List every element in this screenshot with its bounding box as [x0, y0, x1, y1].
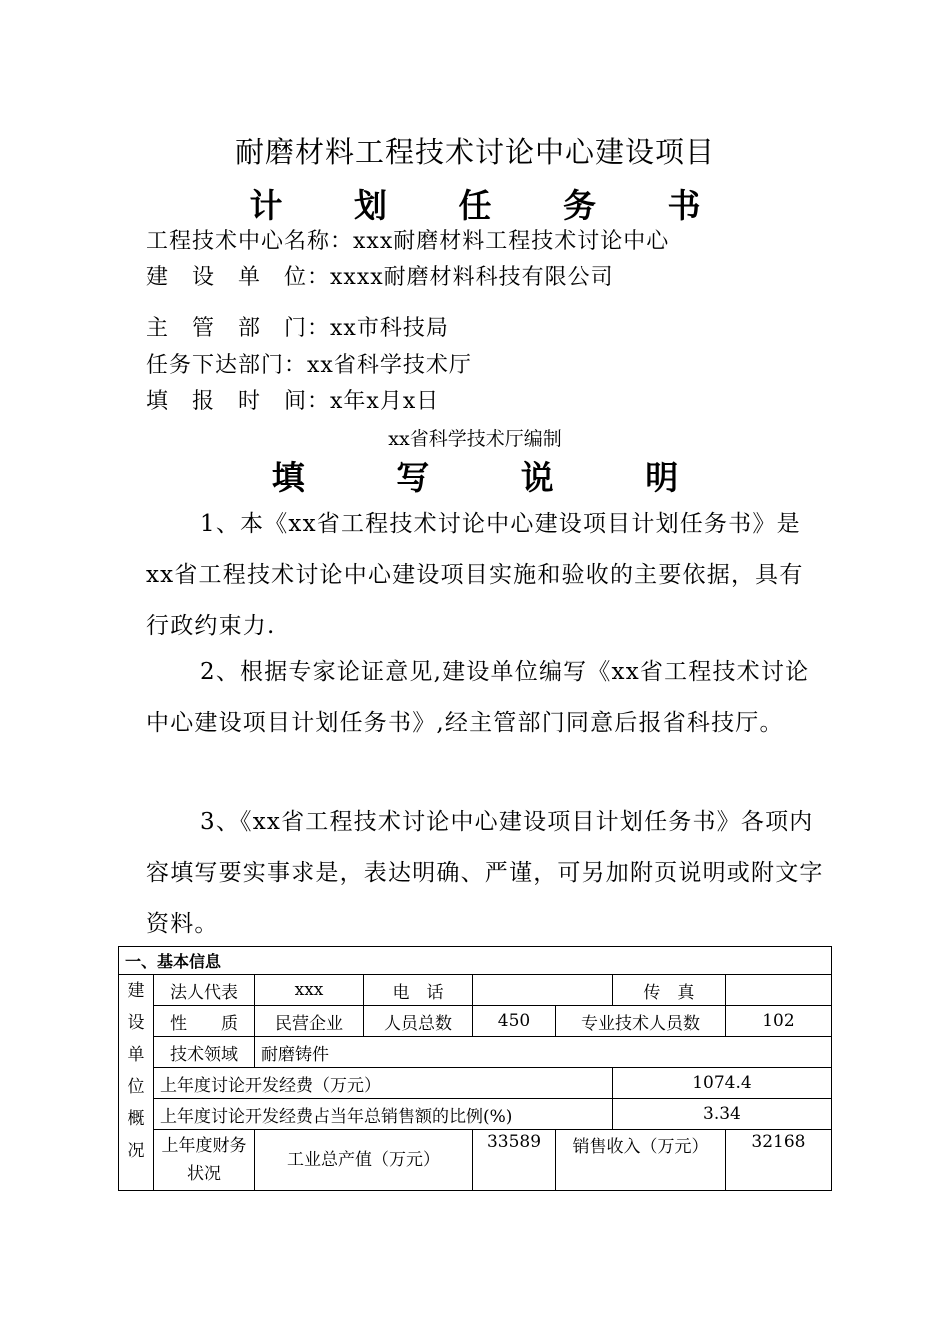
- side-label: [119, 975, 154, 1191]
- basic-info-table: [118, 946, 832, 1191]
- side-label-char: 概: [127, 1109, 145, 1129]
- nature-label: 性 质: [154, 1006, 255, 1037]
- phone-label: 电 话: [364, 975, 473, 1006]
- rd-ratio-value: 3.34: [612, 1099, 831, 1130]
- side-label-char: 建: [127, 981, 145, 1001]
- instruction-paragraph-3: [146, 797, 826, 950]
- sales-value: 32168: [725, 1130, 831, 1191]
- nature-value: 民营企业: [255, 1006, 364, 1037]
- tech-staff-label: 专业技术人员数: [556, 1006, 726, 1037]
- output-label: 工业总产值（万元）: [255, 1130, 473, 1191]
- side-label-char: 设: [127, 1013, 145, 1033]
- document-title: 耐磨材料工程技术讨论中心建设项目: [234, 135, 715, 169]
- side-label-char: 单: [127, 1045, 145, 1065]
- side-label-char: 位: [127, 1077, 145, 1097]
- info-supervising-dept: 主 管 部 门：xx市科技局: [146, 316, 449, 341]
- instruction-paragraph-1: [146, 499, 826, 652]
- info-construction-unit: 建 设 单 位：xxxx耐磨材料科技有限公司: [146, 265, 614, 290]
- legal-rep-label: 法人代表: [154, 975, 255, 1006]
- phone-value: [473, 975, 613, 1006]
- section-title: 一、基本信息: [119, 947, 832, 975]
- instruction-paragraph-2: [146, 647, 826, 749]
- field-value: 耐磨铸件: [255, 1037, 832, 1068]
- rd-ratio-label: 上年度讨论开发经费占当年总销售额的比例(%): [154, 1099, 613, 1130]
- fax-label: 传 真: [612, 975, 725, 1006]
- info-fill-date: 填 报 时 间：x年x月x日: [146, 389, 440, 414]
- staff-label: 人员总数: [364, 1006, 473, 1037]
- instruction-text-3: 3、《xx省工程技术讨论中心建设项目计划任务书》各项内容填写要实事求是，表达明确、严谨，可另加附页说明或附文字资料。: [146, 809, 824, 937]
- rd-funds-value: 1074.4: [612, 1068, 831, 1099]
- legal-rep-value: xxx: [255, 975, 364, 1006]
- rd-funds-label: 上年度讨论开发经费（万元）: [154, 1068, 613, 1099]
- fax-value: [725, 975, 831, 1006]
- tech-staff-value: 102: [725, 1006, 831, 1037]
- instruction-text-1: 1、本《xx省工程技术讨论中心建设项目计划任务书》是xx省工程技术讨论中心建设项目实施和验收的主要依据，具有行政约束力.: [146, 511, 804, 639]
- instructions-title: 填 写 说 明: [271, 458, 719, 497]
- info-issuing-dept: 任务下达部门：xx省科学技术厅: [146, 353, 472, 378]
- instruction-text-2: 2、根据专家论证意见,建设单位编写《xx省工程技术讨论中心建设项目计划任务书》,经主管部门同意后报省科技厅。: [146, 659, 810, 736]
- compiled-by: xx省科学技术厅编制: [388, 428, 562, 450]
- info-center-name: 工程技术中心名称：xxx耐磨材料工程技术讨论中心: [146, 229, 670, 254]
- document-subtitle: 计 划 任 务 书: [249, 186, 731, 225]
- output-value: 33589: [473, 1130, 556, 1191]
- sales-label: 销售收入（万元）: [556, 1130, 726, 1191]
- finance-label: 上年度财务状况: [154, 1130, 255, 1191]
- side-label-char: 况: [127, 1141, 145, 1161]
- field-label: 技术领域: [154, 1037, 255, 1068]
- staff-value: 450: [473, 1006, 556, 1037]
